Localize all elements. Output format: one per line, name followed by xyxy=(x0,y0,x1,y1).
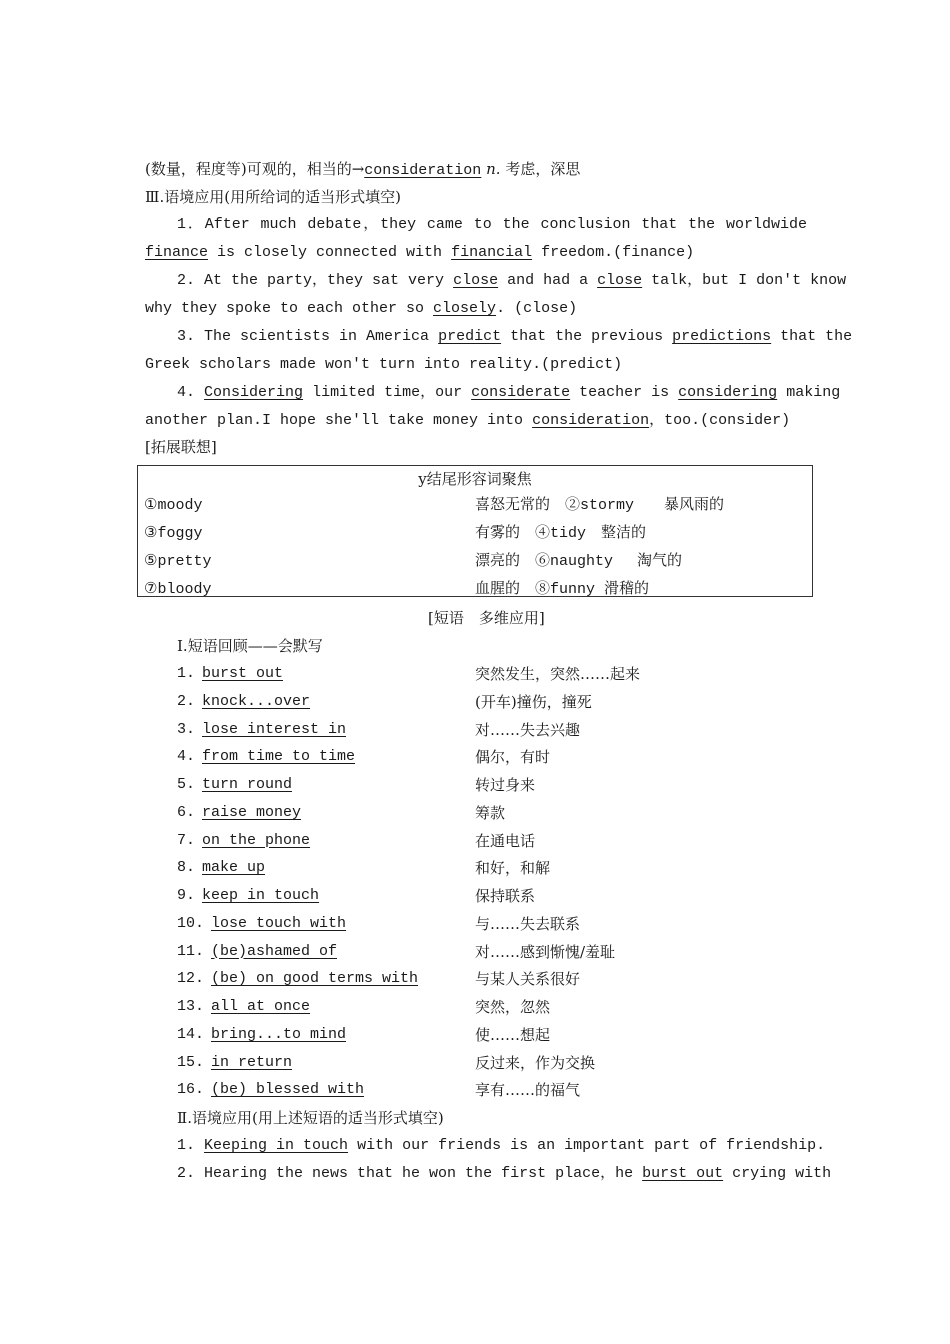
answer-word: consideration xyxy=(364,162,482,179)
exercise-text: After much debate，they came to the conclusion that the worldwide xyxy=(204,216,807,233)
exercise-text: is closely connected with xyxy=(208,244,452,261)
exercise-text: teacher is xyxy=(570,384,679,401)
phrase-number: 4. xyxy=(177,748,196,766)
phrase-chinese: 享有……的福气 xyxy=(475,1081,581,1100)
exercise-text: making xyxy=(777,384,841,401)
phrase-chinese: 对……感到惭愧/羞耻 xyxy=(475,942,616,961)
answer-blank: predict xyxy=(438,328,502,345)
phrase-chinese: 和好，和解 xyxy=(475,859,551,878)
answer-blank: finance xyxy=(145,244,209,261)
expand-heading: [拓展联想] xyxy=(145,438,217,456)
phrase-chinese: (开车)撞伤，撞死 xyxy=(475,692,592,711)
phrase-number: 3. xyxy=(177,720,196,738)
exercise-3-line-2: Greek scholars made won't turn into reality.(predict) xyxy=(145,356,623,373)
phrase-english: (be) blessed with xyxy=(211,1081,365,1099)
answer-blank: considering xyxy=(678,384,778,401)
part-of-speech: n. xyxy=(486,160,501,178)
phrase-chinese: 保持联系 xyxy=(475,887,536,905)
answer-blank: close xyxy=(597,272,643,289)
exercise-2-line-2 xyxy=(145,295,807,323)
phrase-number: 7. xyxy=(177,831,196,849)
exercise-text: why they spoke to each other so xyxy=(145,300,434,317)
exercise-number: 3. xyxy=(177,328,196,345)
exercise-text: ，too.(consider) xyxy=(649,412,791,429)
phrase-number: 15. xyxy=(177,1053,205,1071)
phrase-chinese: 转过身来 xyxy=(475,776,536,794)
phrase-number: 6. xyxy=(177,803,196,821)
phrase-chinese: 对……失去兴趣 xyxy=(475,720,581,739)
phrase-number: 16. xyxy=(177,1081,205,1099)
exercise-text: another plan.I hope she'll take money into xyxy=(145,412,533,429)
phrase-english: all at once xyxy=(211,998,311,1015)
phrase-english: (be)ashamed of xyxy=(211,942,338,960)
phrase-number: 13. xyxy=(177,998,205,1015)
exercise-3-line-1 xyxy=(145,323,853,351)
phrase-english: in return xyxy=(211,1053,293,1071)
phrase-number: 14. xyxy=(177,1025,205,1043)
answer-blank: close xyxy=(453,272,499,289)
context-sentence-2 xyxy=(177,1160,831,1188)
table-cell-right: 有雾的 ④tidy 整洁的 xyxy=(475,525,647,542)
phrase-review-heading: Ⅰ.短语回顾——会默写 xyxy=(177,637,323,655)
exercise-text: crying with xyxy=(723,1165,832,1182)
section-heading: Ⅲ.语境应用(用所给词的适当形式填空) xyxy=(145,188,401,206)
table-cell-right: 漂亮的 ⑥naughty 淘气的 xyxy=(475,553,683,570)
exercise-text: and had a xyxy=(498,272,598,289)
phrase-number: 8. xyxy=(177,859,196,877)
phrase-english: bring...to mind xyxy=(211,1025,347,1043)
exercise-1-line-1 xyxy=(145,211,807,239)
answer-blank: Keeping in touch xyxy=(204,1137,349,1154)
phrase-chinese: 使……想起 xyxy=(475,1025,551,1044)
phrase-chinese: 突然发生，突然……起来 xyxy=(475,665,641,683)
answer-blank: consideration xyxy=(532,412,650,429)
exercise-text: that the previous xyxy=(501,328,673,345)
phrase-english: lose touch with xyxy=(211,914,347,932)
table-cell-right: 血腥的 ⑧funny 滑稽的 xyxy=(475,581,650,598)
exercise-text: Hearing the news that he won the first place，he xyxy=(195,1165,643,1182)
phrase-english: from time to time xyxy=(202,748,356,766)
word-meaning: 考虑，深思 xyxy=(505,160,581,178)
phrase-number: 9. xyxy=(177,887,196,904)
phrase-english: (be) on good terms with xyxy=(211,970,419,988)
phrase-chinese: 与某人关系很好 xyxy=(475,970,581,989)
exercise-4-line-2 xyxy=(145,407,807,435)
table-cell-left: ⑤pretty xyxy=(144,553,212,570)
phrase-number: 2. xyxy=(177,692,196,710)
phrase-english: knock...over xyxy=(202,692,311,710)
table-cell-left: ①moody xyxy=(144,497,203,514)
exercise-text: At the party，they sat very xyxy=(195,272,454,289)
phrase-number: 10. xyxy=(177,914,205,932)
answer-blank: closely xyxy=(433,300,497,317)
phrase-chinese: 偶尔，有时 xyxy=(475,748,551,767)
context-sentence-1 xyxy=(177,1132,825,1160)
exercise-2-line-1 xyxy=(145,267,847,295)
exercise-number: 2. xyxy=(177,272,196,289)
exercise-number: 1． xyxy=(177,216,205,233)
considerable-line xyxy=(145,155,807,183)
exercise-text: talk，but I don't know xyxy=(642,272,847,289)
table-cell-right: 喜怒无常的 ②stormy 暴风雨的 xyxy=(475,497,725,514)
phrase-number: 1. xyxy=(177,665,196,682)
adjective-table xyxy=(137,465,813,597)
exercise-text: . (close) xyxy=(496,300,578,317)
exercise-text: that the xyxy=(771,328,853,345)
exercise-text: The scientists in America xyxy=(195,328,439,345)
phrase-chinese: 在通电话 xyxy=(475,831,536,850)
phrase-english: on the phone xyxy=(202,831,311,849)
exercise-number: 2. xyxy=(177,1165,196,1182)
phrase-chinese: 反过来，作为交换 xyxy=(475,1053,596,1072)
answer-blank: predictions xyxy=(672,328,772,345)
answer-blank: Considering xyxy=(204,384,304,401)
phrase-chinese: 与……失去联系 xyxy=(475,914,581,933)
phrase-english: make up xyxy=(202,859,266,877)
phrase-number: 5. xyxy=(177,776,196,793)
line-prefix: (数量，程度等)可观的，相当的→ xyxy=(145,160,365,178)
phrase-english: lose interest in xyxy=(202,720,347,738)
exercise-number: 1. xyxy=(177,1137,196,1154)
table-cell-left: ③foggy xyxy=(144,525,203,542)
exercise-4-line-1 xyxy=(145,379,841,407)
phrase-chinese: 筹款 xyxy=(475,803,506,822)
context-heading: Ⅱ.语境应用(用上述短语的适当形式填空) xyxy=(177,1109,444,1127)
phrase-section-heading: [短语 多维应用] xyxy=(428,609,545,627)
phrase-english: burst out xyxy=(202,665,284,682)
answer-blank: considerate xyxy=(471,384,571,401)
phrase-number: 11. xyxy=(177,942,205,960)
table-cell-left: ⑦bloody xyxy=(144,581,212,598)
exercise-number: 4. xyxy=(177,384,196,401)
exercise-text: freedom.(finance) xyxy=(532,244,695,261)
phrase-chinese: 突然，忽然 xyxy=(475,998,551,1016)
phrase-english: keep in touch xyxy=(202,887,320,904)
exercise-text: with our friends is an important part of friendship. xyxy=(348,1137,826,1154)
exercise-text: limited time，our xyxy=(303,384,472,401)
exercise-1-line-2 xyxy=(145,239,807,267)
answer-blank: financial xyxy=(451,244,533,261)
phrase-english: raise money xyxy=(202,803,302,821)
phrase-number: 12. xyxy=(177,970,205,988)
answer-blank: burst out xyxy=(642,1165,724,1182)
phrase-english: turn round xyxy=(202,776,293,793)
table-title: y结尾形容词聚焦 xyxy=(418,470,532,488)
